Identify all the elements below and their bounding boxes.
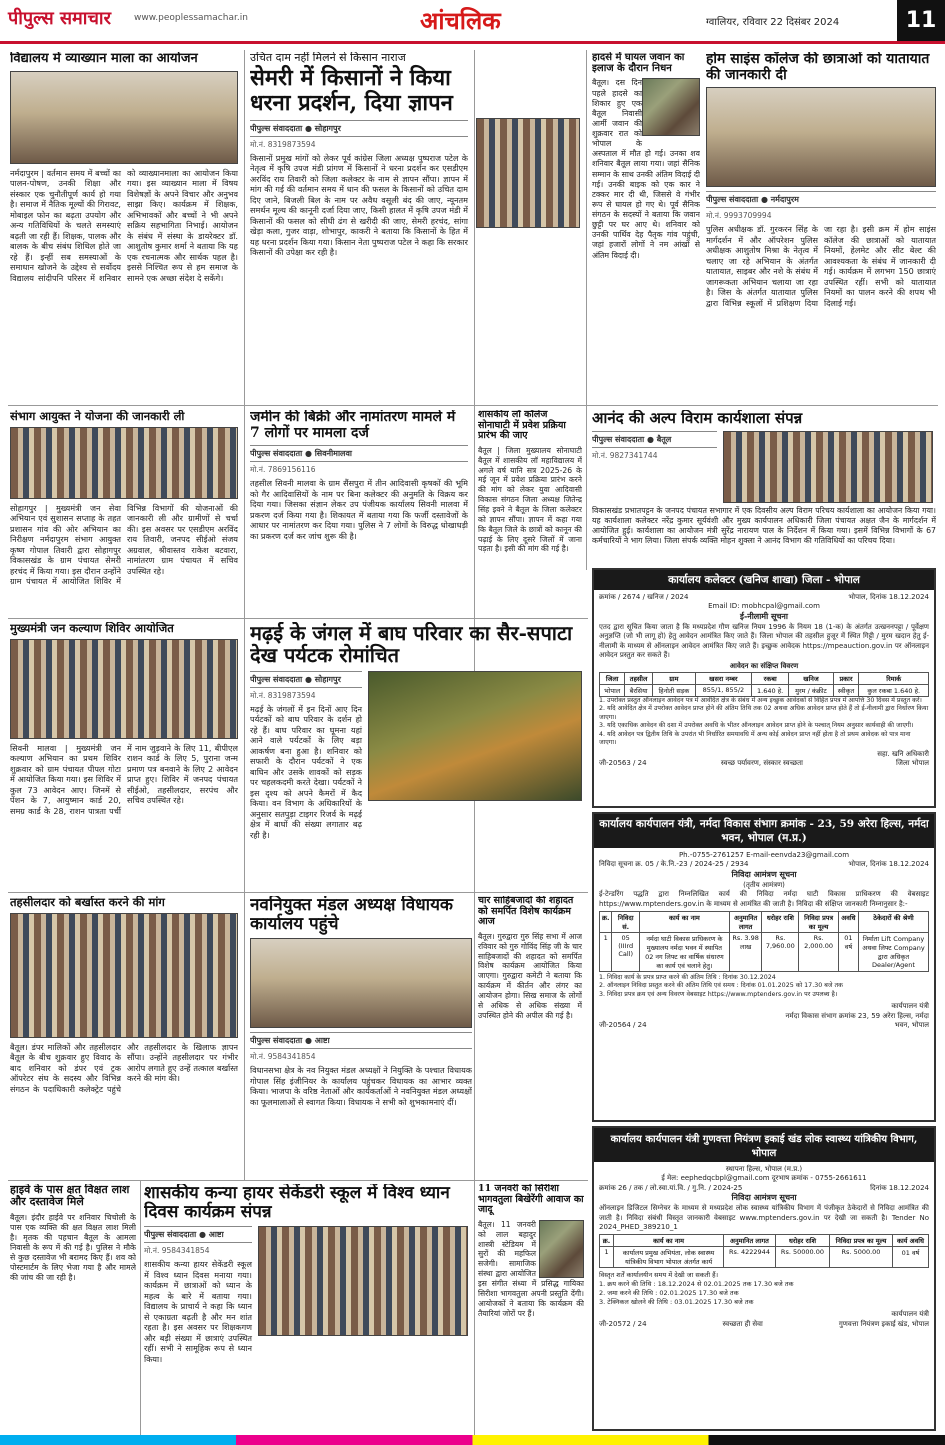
dateline: ग्वालियर, रविवार 22 दिसंबर 2024: [706, 17, 840, 28]
notice-contact[interactable]: Ph.-0755-2761257 E-mail-eenvda23@gmail.com: [678, 851, 850, 859]
col-duration: अवधि: [838, 911, 858, 932]
notice-signatory: सहा. खनि अधिकारी: [877, 749, 929, 758]
table-row: [600, 932, 929, 971]
headline: मुख्यमंत्री जन कल्याण शिविर आयोजित: [10, 622, 174, 635]
notice-subhead-2: (तृतीय आमंत्रण): [743, 880, 785, 889]
headline: मढ़ई के जंगल में बाघ परिवार का सैर-सपाटा देख पर्यटक रोमांचित: [250, 622, 573, 668]
notice-table-title: आवेदन का संक्षिप्त विवरण: [729, 662, 799, 671]
section-title: आंचलिक: [420, 6, 501, 35]
headline: 11 जनवरी को सिरीशा भागवतुला बिखेरेंगी आवाज का जादू: [478, 1184, 584, 1216]
notice-slogan: स्वच्छता ही सेवा: [722, 1319, 763, 1328]
soldier-photo: [642, 78, 700, 136]
cell: कार्यालय प्रमुख अभियंता, लोक स्वास्थ्य यांत्रिकीय विभाग भोपाल अंतर्गत कार्य: [614, 1247, 724, 1268]
notice-date: भोपाल, दिनांक 18.12.2024: [848, 860, 929, 869]
notice-text: एतद द्वारा सूचित किया जाता है कि मध्यप्रदेश गौण खनिज नियम 1996 के नियम 18 (1-क) के अंतर्गत उत्खननपट्टा / पूर्वेक्षण अनुज्ञप्ति (जो भी लागू हो) हेतु आवेदन आमंत्रित किए जाते हैं। जिला भोपाल की तहसील हुजूर में स्थित गिट्टी / मुरम खदान हेतु ई-नीलामी के माध्यम से ऑनलाइन आवेदन आमंत्रित किए जाते हैं। इच्छुक आवेदक https://mpeauction.gov.in पर ऑनलाइन आवेदन प्रस्तुत कर सकते हैं।: [599, 622, 929, 659]
byline: पीपुल्स संवाददाता ● नर्मदापुरम: [706, 191, 936, 208]
headline: संभाग आयुक्त ने योजना की जानकारी ली: [10, 410, 185, 423]
notice-collector-mining: [592, 568, 936, 808]
headline: शासकीय लॉ कॉलेज सोनाघाटी में प्रवेश प्रक्रिया प्रारंभ की जाए: [478, 410, 566, 442]
cell: Rs. 4222944: [724, 1247, 776, 1268]
notice-ref: क्रमांक / 2674 / खनिज / 2024: [599, 593, 689, 601]
article-lecture-series: [10, 52, 238, 402]
table-row: [600, 1247, 929, 1268]
article-body: सोहागपुर | मुख्यमंत्री जन सेवा अभियान एवं सुशासन सप्ताह के तहत प्रशासन गांव की ओर अभियान का निरीक्षण नर्मदापुरम संभाग आयुक्त कृष्ण गोपाल तिवारी द्वारा सोहागपुर विकासखंड के ग्राम पंचायत सेमरी हरचंद में किया गया। इस दौरान उन्होंने ग्राम पंचायत में आयोजित शिविर में विभिन्न विभागों की योजनाओं की जानकारी ली और ग्रामीणों से चर्चा की। इस अवसर पर एसडीएम अरविंद राय तिवारी, जनपद सीईओ संजय अग्रवाल, श्रीवास्तव राकेश बटवारा, नामांतरण ग्राम पंचायत में सचिव उपस्थित रहे।: [10, 502, 238, 587]
col-sno: क्र.: [600, 911, 612, 932]
cell: Rs. 5000.00: [830, 1247, 893, 1268]
notice-subhead: निविदा आमंत्रण सूचना: [731, 1193, 797, 1203]
cell: 1: [600, 1247, 614, 1268]
col-tender-no: निविदा सं.: [612, 911, 639, 932]
col-tehsil: तहसील: [625, 672, 653, 684]
table-header-row: [600, 672, 929, 684]
notice-point: 1. उपरोक्त प्रस्तुत ऑनलाइन आवेदन पत्र में आवेदित क्षेत्र के संबंध में अन्य इच्छुक आवेदकों से विहित प्रपत्र में आपत्ति 30 दिवस में प्रस्तुत करें।: [599, 696, 922, 704]
cell: बैरसिया: [625, 684, 653, 696]
notice-date: दिनांक 18.12.2024: [870, 1183, 929, 1192]
article-body: नर्मदापुरम | वर्तमान समय में बच्चों का पालन-पोषण, उनकी शिक्षा और संस्कार एक चुनौतीपूर्ण कार्य हो गया है। समाज में नैतिक मूल्यों की गिरावट, मोबाइल फोन का बढ़ता उपयोग और अन्य गतिविधियों के चलते समस्याएं बढ़ती जा रही हैं। शिक्षक, पालक और बालक के बीच संबंध शिथिल होते जा रहे हैं। इन्हीं सब समस्याओं के समाधान खोजने के उद्देश्य से सर्वोदय विद्यालय सांदीपनि परिसर में शनिवार को व्याख्यानमाला का आयोजन किया गया। इस व्याख्यान माला में विषय विशेषज्ञों के अपने विचार और अनुभव साझा किए। कार्यक्रम में शिक्षक, अभिभावकों और बच्चों ने भी अपने सक्रिय सहभागिता निभाई। आयोजन के संबंध में संस्था के डायरेक्टर डॉ. आशुतोष कुमार शर्मा ने बताया कि यह एक रचनात्मक और सार्थक पहल है। इससे निश्चित रूप से हम समाज के सामने एक अच्छा संदेश दे सकेंगे।: [10, 167, 238, 283]
notice-table: [599, 911, 929, 972]
notice-point: 4. यदि आवेदन पत्र द्वितीय तिथि के उपरांत भी निर्धारित समयावधि में अन्य कोई आवेदन प्राप्त नहीं होता है तो प्रथम आवेदक को पात्र माना जाएगा।: [599, 730, 911, 747]
newspaper-url[interactable]: www.peoplessamachar.in: [134, 13, 248, 23]
cell: 01 वर्ष: [892, 1247, 928, 1268]
reporter-mobile: मो.नं. 9584341854: [250, 1052, 316, 1062]
col-sno: क्र.: [600, 1235, 614, 1247]
print-color-bar: [0, 1435, 945, 1445]
article-body: मढ़ई के जंगलों में इन दिनों आए दिन पर्यटकों को बाघ परिवार के दर्शन हो रहे हैं। बाघ परिवार का घूमना यहां आने वाले पर्यटकों के लिए बड़ा आकर्षण बना हुआ है। शनिवार को सफारी के दौरान पर्यटकों ने एक बाघिन और उसके शावकों को सड़क पर चहलकदमी करते देखा। पर्यटकों ने इस दृश्य को अपने कैमरों में कैद किया। वन विभाग के अधिकारियों के अनुसार सतपुड़ा टाइगर रिजर्व के मढ़ई क्षेत्र में बाघों की संख्या लगातार बढ़ रही है।: [250, 703, 362, 840]
byline: पीपुल्स संवाददाता ● आष्टा: [144, 1226, 252, 1243]
notice-signatory-office: गुणवत्ता नियंत्रण इकाई खंड, भोपाल: [838, 1319, 929, 1328]
notice-signatory-office: जिला भोपाल: [895, 759, 929, 768]
article-body: विकासखंड प्रभातपट्टन के जनपद पंचायत सभागार में एक दिवसीय अल्प विराम परिचय कार्यशाला का आयोजन किया गया। यह कार्यशाला कलेक्टर नरेंद्र कुमार सूर्यवंशी और मुख्य कार्यपालन अधिकारी जिला पंचायत अक्षत जैन के मार्गदर्शन में आयोजित हुई। कार्यशाला का आयोजन मंत्री सुरेंद्र नारायण पाल के निर्देशन में किया गया। इसमें विभिन्न विभागों के 67 कर्मचारियों ने भाग लिया। जिला संपर्क व्यक्ति मोहन शुक्ला ने आनंद विभाग की गतिविधियों का परिचय दिया।: [592, 505, 936, 546]
protest-photo: [476, 118, 580, 228]
cell: Rs. 7,960.00: [762, 932, 799, 971]
cell: नर्मदा घाटी विकास प्राधिकरण के मुख्यालय नर्मदा भवन में स्थापित 02 नग लिफ्ट का वार्षिक संधारण का कार्य एवं चलाने हेतु।: [639, 932, 729, 971]
article-photo: [250, 938, 472, 1028]
article-photo: [10, 639, 238, 739]
reporter-mobile: मो.नं. 9993709994: [706, 211, 772, 221]
article-mandal-president: [250, 896, 472, 1176]
article-meditation-day: [144, 1184, 470, 1432]
college-photo: [706, 87, 936, 187]
notice-heading: कार्यालय कलेक्टर (खनिज शाखा) जिला - भोपाल: [594, 570, 934, 590]
col-emd: धरोहर राशि: [762, 911, 799, 932]
notice-point: 3. निविदा प्रपत्र क्रय एवं अन्य विवरण वेबसाइट https://www.mptenders.gov.in पर उपलब्ध है।: [599, 990, 838, 998]
notice-heading: कार्यालय कार्यपालन यंत्री गुणवत्ता नियंत्रण इकाई खंड लोक स्वास्थ्य यांत्रिकीय विभाग, भोपाल: [594, 1128, 934, 1162]
notice-jee: जी-20563 / 24: [599, 759, 647, 768]
article-body: सिवनी मालवा | मुख्यमंत्री जन कल्याण अभियान का प्रथम शिविर शुक्रवार को ग्राम पंचायत पीपल गोटा में आयोजित किया गया। इस शिविर में कुल 73 आवेदन आए। जिनमें से पेंशन के 7, आयुष्मान कार्ड 20, समग्र कार्ड के 28, राशन पात्रता पर्ची में नाम जुड़वाने के लिए 11, बीपीएल राशन कार्ड के लिए 5, पुराना जन्म प्रमाण पत्र बनवाने के लिए 2 आवेदन प्राप्त हुए। शिविर में जनपद पंचायत सीईओ, तहसीलदार, सरपंच और सचिव उपस्थित रहे।: [10, 742, 238, 816]
byline: पीपुल्स संवाददाता ● सिवनीमालवा: [250, 445, 468, 462]
notice-point: 3. टेक्निकल खोलने की तिथि : 03.01.2025 17.30 बजे तक: [599, 1297, 754, 1306]
col-work-name: कार्य का नाम: [639, 911, 729, 932]
notice-point: विस्तृत शर्तें कार्यालयीन समय में देखी जा सकती हैं।: [599, 1271, 719, 1280]
notice-date: भोपाल, दिनांक 18.12.2024: [848, 593, 929, 601]
cell: निर्माता Lift Company अथवा लिफ्ट Company द्वारा अधिकृत Dealer/Agent: [859, 932, 929, 971]
article-farmers-protest: [250, 52, 468, 402]
article-body: पुलिस अधीक्षक डॉ. गुरकरन सिंह के मार्गदर्शन में और ऑपरेशन पुलिस अधीक्षक आशुतोष मिश्रा के नेतृत्व में चलाए जा रहे अभियान के अंतर्गत यातायात, साइबर और नशे के संबंध में जागरूकता अभियान चलाया जा रहा है। जिस के अंतर्गत यातायात पुलिस द्वारा विभिन्न स्कूलों में प्रशिक्षण दिया जा रहा है। इसी क्रम में होम साइंस कॉलेज की छात्राओं को यातायात नियमों, हेलमेट और सीट बेल्ट की आवश्यकता के संबंध में जानकारी दी गई। कार्यक्रम में लगभग 150 छात्राएं उपस्थित रहीं। सभी को यातायात नियमों का पालन करने की शपथ भी दिलाई गई।: [706, 224, 936, 308]
headline: नवनियुक्त मंडल अध्यक्ष विधायक कार्यालय पहुंचे: [250, 896, 453, 935]
workshop-photo: [723, 431, 933, 503]
headline: हादसे में घायल जवान का इलाज के दौरान निधन: [592, 52, 685, 75]
notice-email[interactable]: Email ID: mobhcpal@gmail.com: [708, 602, 820, 611]
notice-point: 1. निविदा कार्य के प्रपत्र प्राप्त करने की अंतिम तिथि : दिनांक 30.12.2024: [599, 973, 776, 981]
col-khasra: खसरा नम्बर: [695, 672, 751, 684]
notice-signatory: कार्यपालन यंत्री: [891, 1310, 929, 1319]
table-header-row: [600, 1235, 929, 1247]
col-form-fee: निविदा प्रपत्र का मूल्य: [799, 911, 839, 932]
notice-point: 2. यदि आवेदित क्षेत्र में उपरोक्त आवेदन प्राप्त होने की अंतिम तिथि तक 02 अथवा अधिक आवेदन प्राप्त होते हैं तो ई-नीलामी द्वारा निर्धारण किया जाएगा।: [599, 705, 929, 721]
notice-subhead: निविदा आमंत्रण सूचना: [731, 869, 797, 879]
notice-heading: कार्यालय कार्यपालन यंत्री, नर्मदा विकास संभाग क्रमांक - 23, 59 अरेरा हिल्स, नर्मदा भवन, भोपाल (म.प्र.): [594, 814, 934, 848]
notice-subhead: ई-नीलामी सूचना: [740, 611, 788, 621]
notice-narmada-tender: [592, 812, 936, 1122]
cell: 1.640 हे.: [751, 684, 789, 696]
cell: Rs. 2,000.00: [799, 932, 839, 971]
page-header: [0, 0, 945, 44]
col-estimated-cost: अनुमानित लागत: [729, 911, 761, 932]
table-row: [600, 684, 929, 696]
col-area: रकबा: [751, 672, 789, 684]
article-body: तहसील सिवनी मालवा के ग्राम सैंसपुरा में तीन आदिवासी कृषकों की भूमि को गैर आदिवासियों के नाम पर बिना कलेक्टर की अनुमति के विक्रय कर दिया गया। जिसका संज्ञान लेकर उप पंजीयक कार्यालय सिवनी मालवा में प्रकरण दर्ज किया गया है। शिकायत में बताया गया कि फर्जी दस्तावेजों के आधार पर नामांतरण कर दिया गया। पुलिस ने 7 लोगों के विरुद्ध धोखाधड़ी का प्रकरण दर्ज कर जांच शुरू की है।: [250, 478, 468, 541]
col-district: जिला: [600, 672, 625, 684]
page-number: 11: [897, 0, 945, 41]
article-body: शासकीय कन्या हायर सेकेंडरी स्कूल में विश्व ध्यान दिवस मनाया गया। कार्यक्रम में छात्राओं को ध्यान के महत्व के बारे में बताया गया। विद्यालय के प्राचार्य ने कहा कि ध्यान से एकाग्रता बढ़ती है और मन शांत रहता है। इस अवसर पर शिक्षकगण और बड़ी संख्या में छात्राएं उपस्थित रहीं। सभी ने सामूहिक रूप से ध्यान किया।: [144, 1259, 252, 1364]
notice-point: 3. यदि एकाधिक आवेदन की दशा में उपरोक्त अवधि के भीतर ऑनलाइन आवेदन प्राप्त होने के पश्चात् नियम अनुसार कार्यवाही की जाएगी।: [599, 722, 914, 730]
article-photo: [10, 427, 238, 499]
notice-contact[interactable]: ई मेल: eephedqcbpl@gmail.com दूरभाष क्रमांक - 0755-2661611: [661, 1174, 867, 1183]
notice-signatory: कार्यपालन यंत्री: [891, 1002, 929, 1011]
notice-slogan: स्वच्छ पर्यावरण, संस्कार स्वच्छता: [720, 759, 803, 768]
col-contractor-class: ठेकेदारों की श्रेणी: [859, 911, 929, 932]
cell: 1: [600, 932, 612, 971]
headline: चार साहिबजादों की शहादत को समर्पित विशेष कार्यक्रम आज: [478, 896, 574, 928]
article-land-case: [250, 410, 468, 615]
cell: 05 (IIIrd Call): [612, 932, 639, 971]
article-law-college: [478, 410, 582, 615]
article-anand-workshop: [592, 410, 936, 565]
headline: होम साइंस कॉलेज की छात्राओं को यातायात की जानकारी दी: [706, 52, 930, 83]
byline: पीपुल्स संवाददाता ● आष्टा: [250, 1032, 472, 1049]
article-commissioner: [10, 410, 238, 615]
notice-ref: निविदा सूचना क्र. 05 / के.नि.-23 / 2024-25 / 2934: [599, 860, 749, 869]
reporter-mobile: मो.नं. 8319873594: [250, 139, 316, 149]
notice-jee: जी-20572 / 24: [599, 1319, 647, 1328]
article-photo: [10, 71, 238, 164]
article-body: बैतूल। इंदौर हाईवे पर शनिवार चिचोली के पास एक व्यक्ति की क्षत विक्षत लाश मिली है। मृतक की पहचान बैतूल के आमला निवासी के रूप में की गई है। पुलिस ने मौके से कुछ दस्तावेज भी बरामद किए हैं। शव को पोस्टमार्टम के लिए भेजा गया है और मामले की जांच की जा रही है।: [10, 1212, 136, 1283]
notice-text: ई-टेन्डरिंग पद्धति द्वारा निम्नलिखित कार्य की निविदा नर्मदा घाटी विकास प्राधिकरण की वेबसाइट https://www.mptenders.gov.in के माध्यम से आमंत्रित की जाती है। निविदा की संक्षिप्त जानकारी निम्नानुसार है:-: [599, 890, 929, 908]
singer-photo: [539, 1220, 584, 1278]
col-village: ग्राम: [652, 672, 695, 684]
article-body: विधानसभा क्षेत्र के नव नियुक्त मंडल अध्यक्षों ने नियुक्ति के पश्चात विधायक गोपाल सिंह इंजीनियर के कार्यालय पहुंचकर विधायक का आभार व्यक्त किया। भाजपा के वरिष्ठ नेताओं और कार्यकर्ताओं ने नवनियुक्त मंडल अध्यक्षों का फूलमालाओं से स्वागत किया। विधायक ने सभी को शुभकामनाएं दीं।: [250, 1065, 472, 1107]
notice-signatory-office: नर्मदा विकास संभाग क्रमांक 23, 59 अरेरा हिल्स, नर्मदा भवन, भोपाल: [785, 1011, 929, 1030]
article-home-science: [706, 52, 936, 397]
col-emd: धरोहर राशि: [775, 1235, 829, 1247]
article-highway-body: [10, 1184, 136, 1432]
notice-point: 2. ऑनलाइन निविदा प्रस्तुत करने की अंतिम तिथि एवं समय : दिनांक 01.01.2025 को 17.30 बजे तक: [599, 982, 843, 990]
article-tiger-family: [250, 622, 584, 887]
byline: पीपुल्स संवाददाता ● बैतूल: [592, 431, 717, 448]
headline: सेमरी में किसानों ने किया धरना प्रदर्शन, दिया ज्ञापन: [250, 65, 453, 116]
tiger-photo: [368, 671, 582, 801]
cell: स्वीकृत: [833, 684, 859, 696]
notice-point: 1. क्रय करने की तिथि : 18.12.2024 से 02.01.2025 तक 17.30 बजे तक: [599, 1280, 794, 1289]
article-soldier-death: [592, 52, 700, 397]
col-duration: कार्य अवधि: [892, 1235, 928, 1247]
article-welfare-camp: [10, 622, 238, 887]
notice-text: ऑनलाइन डिजिटल सिग्नेचर के माध्यम से मध्यप्रदेश लोक स्वास्थ्य यांत्रिकीय विभाग में पंजीकृत ठेकेदारों से निविदा आमंत्रित की जाती है। निविदा संबंधी विस्तृत जानकारी वेबसाइट www.mptenders.gov.in पर देखी जा सकती है। Tender No 2024_PHED_389210_1: [599, 1204, 929, 1231]
cell: 01 वर्ष: [838, 932, 858, 971]
col-estimated-cost: अनुमानित लागत: [724, 1235, 776, 1247]
byline: पीपुल्स संवाददाता ● सोहागपुर: [250, 671, 362, 688]
cell: हिनोती सड़क: [652, 684, 695, 696]
reporter-mobile: मो.नं. 9827341744: [592, 450, 658, 460]
article-photo: [10, 913, 238, 1038]
table-header-row: [600, 911, 929, 932]
col-remark: रिमार्क: [859, 672, 929, 684]
notice-point: 2. जमा करने की तिथि : 02.01.2025 17.30 बजे तक: [599, 1288, 739, 1297]
notice-table: [599, 672, 929, 697]
article-body: बैतूल। 11 जनवरी को लाल बहादुर शास्त्री स्टेडियम में सुरों की महफिल सजेगी। सामाजिक संस्था द्वारा आयोजित इस संगीत संध्या में प्रसिद्ध गायिका सिरीशा भागवतुला अपनी प्रस्तुति देंगी। आयोजकों ने बताया कि कार्यक्रम की तैयारियां जोरों पर हैं।: [478, 1219, 584, 1318]
cell: भोपाल: [600, 684, 625, 696]
cell: 855/1, 855/2: [695, 684, 751, 696]
kicker: उचित दाम नहीं मिलने से किसान नाराज: [250, 52, 406, 64]
cell: मुरम / कंक्रीट: [789, 684, 833, 696]
headline: जमीन की बिक्री और नामांतरण मामले में 7 लोगों पर मामला दर्ज: [250, 410, 456, 441]
headline: तहसीलदार को बर्खास्त करने की मांग: [10, 896, 165, 909]
cell: Rs. 3.98 लाख: [729, 932, 761, 971]
col-mineral: खनिज: [789, 672, 833, 684]
reporter-mobile: मो.नं. 7869156116: [250, 465, 316, 475]
notice-jee: जी-20564 / 24: [599, 1021, 647, 1030]
notice-ref: क्रमांक 26 / तक / लो.स्वा.यां.वि. / गु.नि. / 2024-25: [599, 1183, 743, 1192]
article-body: किसानों प्रमुख मांगों को लेकर पूर्व कांग्रेस जिला अध्यक्ष पुष्पराज पटेल के नेतृत्व में कृषि उपज मंडी प्रांगण में किसानों ने धरना प्रदर्शन कर एसडीएम अरविंद राय तिवारी को जिला कलेक्टर के नाम से ज्ञापन सौंपा। ज्ञापन में मांग की गई की वर्तमान समय में धान की फसल के किसानों को उचित दाम दिए जाने, बिजली बिल के नाम पर अवैध वसूली बंद की जाए, न्यूनतम समर्थन मूल्य की कानूनी दर्जा दिया जाए, किसी हालत में कृषि उपज मंडी में किसानों की फसल को सीधी ढंग से खरीदी की जाए, सेमरी हरचंद, सांगा खेड़ा कला, गुजर वाड़ा, शोभापुर, काकरी ने बताया कि किसानों के हित में यह धरना प्रदर्शन किया गया। किसान नेता पुष्पराज पटेल ने कहा कि सरकार किसानों की उपेक्षा कर रही है।: [250, 152, 468, 258]
byline: पीपुल्स संवाददाता ● सोहागपुर: [250, 120, 468, 137]
headline: शासकीय कन्या हायर सेकेंडरी स्कूल में विश्व ध्यान दिवस कार्यक्रम संपन्न: [144, 1184, 450, 1223]
reporter-mobile: मो.नं. 9584341854: [144, 1246, 210, 1256]
article-body: बैतूल। दस दिन पहले हादसे का शिकार हुए एक बैतूल निवासी आर्मी जवान की शुक्रवार रात को भोपाल के अस्पताल में मौत हो गई। उनका शव शनिवार बैतूल लाया गया। जहां सैनिक सम्मान के साथ उनकी अंतिम विदाई दी गई। उनकी बाइक को एक कार ने टक्कर मार दी थी, जिससे वे गंभीर रूप से घायल हो गए थे। पूर्व सैनिक संगठन के सदस्यों ने बताया कि जवान छुट्टी पर घर आए थे। शनिवार को उनकी पार्थिव देह पैतृक गांव पहुंची, जहां हजारों लोगों ने नम आंखों से अंतिम विदाई दी।: [592, 78, 700, 260]
notice-address: स्थापना हिल्स, भोपाल (म.प्र.): [725, 1165, 803, 1173]
article-sirisha-concert: [478, 1184, 584, 1432]
col-form-fee: निविदा प्रपत्र का मूल्य: [830, 1235, 893, 1247]
article-tehsildar-dismissal: [10, 896, 238, 1176]
col-work-name: कार्य का नाम: [614, 1235, 724, 1247]
article-body: बैतूल। गुरुद्वारा गुरु सिंह सभा में आज रविवार को गुरु गोविंद सिंह जी के चार साहिबजादों की शहादत को समर्पित विशेष कार्यक्रम आयोजित किया जाएगा। गुरुद्वारा कमेटी ने बताया कि कार्यक्रम में कीर्तन और लंगर का आयोजन होगा। सिख समाज के लोगों से अधिक से अधिक संख्या में उपस्थित होने की अपील की गई है।: [478, 931, 582, 1020]
article-sahibzade: [478, 896, 582, 1176]
col-type: प्रकार: [833, 672, 859, 684]
meditation-photo: [258, 1226, 468, 1336]
notice-phed-tender: [592, 1126, 936, 1431]
reporter-mobile: मो.नं. 8319873594: [250, 690, 316, 700]
notice-table: [599, 1234, 929, 1268]
cell: Rs. 50000.00: [775, 1247, 829, 1268]
cell: कुल रकबा 1.640 हे.: [859, 684, 929, 696]
article-body: बैतूल। डंपर मालिकों और तहसीलदार बैतूल के बीच शुक्रवार हुए विवाद के बाद शनिवार को डंपर एवं ट्रक ऑपरेटर संघ के सदस्य और विभिन्न संगठन के पदाधिकारी कलेक्ट्रेट पहुंचे और तहसीलदार के खिलाफ ज्ञापन सौंपा। उन्होंने तहसीलदार पर गंभीर आरोप लगाते हुए उन्हें तत्काल बर्खास्त करने की मांग की।: [10, 1041, 238, 1094]
headline: आनंद की अल्प विराम कार्यशाला संपन्न: [592, 410, 803, 427]
headline: हाइवे के पास क्षत विक्षत लाश और दस्तावेज मिले: [10, 1184, 130, 1209]
article-body: बैतूल | जिला मुख्यालय सोनाघाटी बैतूल में शासकीय लॉ महाविद्यालय में अगले वर्ष यानि सत्र 2025-26 के मई जून में प्रवेश प्रक्रिया प्रारंभ करने की मांग को लेकर युवा आदिवासी विकास संगठन जिला अध्यक्ष जितेन्द्र सिंह इवने ने बैतूल के जिला कलेक्टर को ज्ञापन सौंपा। ज्ञापन में कहा गया कि बैतूल जिले के छात्रों को कानून की पढ़ाई के लिए दूसरे जिलों में जाना पड़ता है। इसी की मांग की गई है।: [478, 445, 582, 554]
headline: विद्यालय में व्याख्यान माला का आयोजन: [10, 52, 198, 66]
newspaper-brand: पीपुल्स समाचार: [8, 8, 111, 29]
